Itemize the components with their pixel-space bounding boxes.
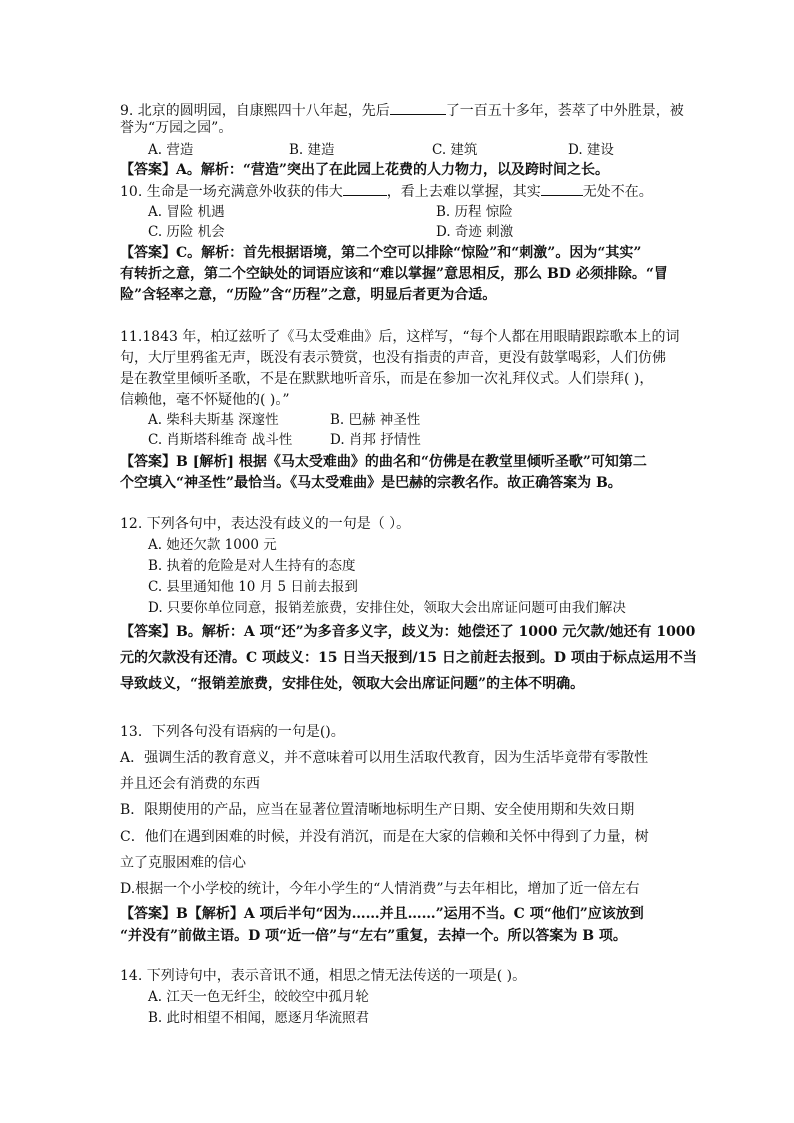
q12-option-a: A. 她还欠款 1000 元 xyxy=(148,537,277,553)
q13-option-a-line2: 并且还会有消费的东西 xyxy=(120,776,260,792)
q12-answer-line3: 导致歧义，“报销差旅费，安排住处，领取大会出席证问题”的主体不明确。 xyxy=(120,676,585,692)
q13-option-b: B．限期使用的产品，应当在显著位置清晰地标明生产日期、安全使用期和失效日期 xyxy=(120,802,635,818)
q11-option-d: D. 肖邦 抒情性 xyxy=(330,432,421,448)
q13-option-a-line1: A．强调生活的教育意义，并不意味着可以用生活取代教育，因为生活毕竟带有零散性 xyxy=(120,750,649,766)
q12-answer-line2: 元的欠款没有还清。C 项歧义：15 日当天报到/15 日之前赶去报到。D 项由于标点运用不当 xyxy=(120,650,697,666)
q12-option-b: B. 执着的危险是对人生持有的态度 xyxy=(148,558,356,574)
q10-blank-2 xyxy=(541,181,583,196)
q12-option-c: C. 县里通知他 10 月 5 日前去报到 xyxy=(148,579,358,595)
q10-answer-line3: 险”含轻率之意，“历险”含“历程”之意，明显后者更为合适。 xyxy=(120,287,497,303)
q13-option-c-line2: 立了克服困难的信心 xyxy=(120,855,246,871)
q12-answer-line1: 【答案】B。解析：A 项“还”为多音多义字，歧义为：她偿还了 1000 元欠款/她还有 1000 xyxy=(120,624,696,640)
q9-stem-text-cont: 了一百五十多年，荟萃了中外胜景，被 xyxy=(445,103,684,119)
q9-blank xyxy=(390,100,446,115)
q13-answer-line2: “并没有”前做主语。D 项“近一倍”与“左右”重复，去掉一个。所以答案为 B 项。 xyxy=(120,928,627,944)
q10-stem-line1 xyxy=(120,181,653,202)
q11-stem-line4: 信赖他，毫不怀疑他的( )。” xyxy=(120,392,290,408)
q9-option-d: D. 建设 xyxy=(568,142,614,158)
q9-option-b: B. 建造 xyxy=(289,142,335,158)
q14-stem: 14. 下列诗句中，表示音讯不通，相思之情无法传送的一项是( )。 xyxy=(120,968,527,984)
q11-answer-line1: 【答案】B [解析] 根据《马太受难曲》的曲名和“仿佛是在教堂里倾听圣歌”可知第二 xyxy=(120,454,647,470)
q13-stem: 13．下列各句没有语病的一句是()。 xyxy=(120,724,345,740)
q10-answer-line2: 有转折之意，第二个空缺处的词语应该和“难以掌握”意思相反，那么 BD 必须排除。“冒 xyxy=(120,266,668,282)
q10-stem-text-end: 无处不在。 xyxy=(582,184,653,200)
q9-stem-line2: 誉为“万园之园”。 xyxy=(120,120,233,136)
q9-stem-text: 9. 北京的圆明园，自康熙四十八年起，先后 xyxy=(120,103,390,119)
q10-option-c: C. 历险 机会 xyxy=(148,224,225,240)
q13-option-d: D.根据一个小学校的统计，今年小学生的“人情消费”与去年相比，增加了近一倍左右 xyxy=(120,881,640,897)
q11-option-a: A. 柴科夫斯基 深邃性 xyxy=(148,412,279,428)
q13-option-c-line1: C．他们在遇到困难的时候，并没有消沉，而是在大家的信赖和关怀中得到了力量，树 xyxy=(120,829,649,845)
q10-option-a: A. 冒险 机遇 xyxy=(148,204,225,220)
q14-option-b: B. 此时相望不相闻，愿逐月华流照君 xyxy=(148,1010,370,1026)
q10-option-d: D. 奇迹 刺激 xyxy=(436,224,514,240)
q11-option-c: C. 肖斯塔科维奇 战斗性 xyxy=(148,432,293,448)
q10-answer-line1: 【答案】C。解析：首先根据语境，第二个空可以排除“惊险”和“刺激”。因为“其实” xyxy=(120,245,642,261)
q12-stem: 12. 下列各句中，表达没有歧义的一句是（ ）。 xyxy=(120,516,411,532)
q10-stem-text-mid: ，看上去难以掌握，其实 xyxy=(386,184,541,200)
q11-stem-line3: 是在教堂里倾听圣歌，不是在默默地听音乐，而是在参加一次礼拜仪式。人们崇拜( )， xyxy=(120,371,654,387)
q9-answer: 【答案】A。解析：“营造”突出了在此园上花费的人力物力，以及跨时间之长。 xyxy=(120,162,609,178)
q11-stem-line2: 句，大厅里鸦雀无声，既没有表示赞赏，也没有指责的声音，更没有鼓掌喝彩，人们仿佛 xyxy=(120,350,666,366)
q11-answer-line2: 个空填入“神圣性”最恰当。《马太受难曲》是巴赫的宗教名作。故正确答案为 B。 xyxy=(120,475,622,491)
q10-option-b: B. 历程 惊险 xyxy=(436,204,513,220)
q13-answer-line1: 【答案】B【解析】A 项后半句“因为……并且……”运用不当。C 项“他们”应该放到 xyxy=(120,906,644,922)
q12-option-d: D. 只要你单位同意，报销差旅费，安排住处，领取大会出席证问题可由我们解决 xyxy=(148,600,626,616)
q9-option-c: C. 建筑 xyxy=(432,142,478,158)
q11-option-b: B. 巴赫 神圣性 xyxy=(330,412,421,428)
q10-blank-1 xyxy=(343,181,387,196)
q10-stem-text: 10. 生命是一场充满意外收获的伟大 xyxy=(120,184,343,200)
q14-option-a: A. 江天一色无纤尘，皎皎空中孤月轮 xyxy=(148,989,369,1005)
q9-option-a: A. 营造 xyxy=(148,142,194,158)
q11-stem-line1: 11.1843 年，柏辽兹听了《马太受难曲》后，这样写，“每个人都在用眼睛跟踪歌本上的词 xyxy=(120,329,680,345)
